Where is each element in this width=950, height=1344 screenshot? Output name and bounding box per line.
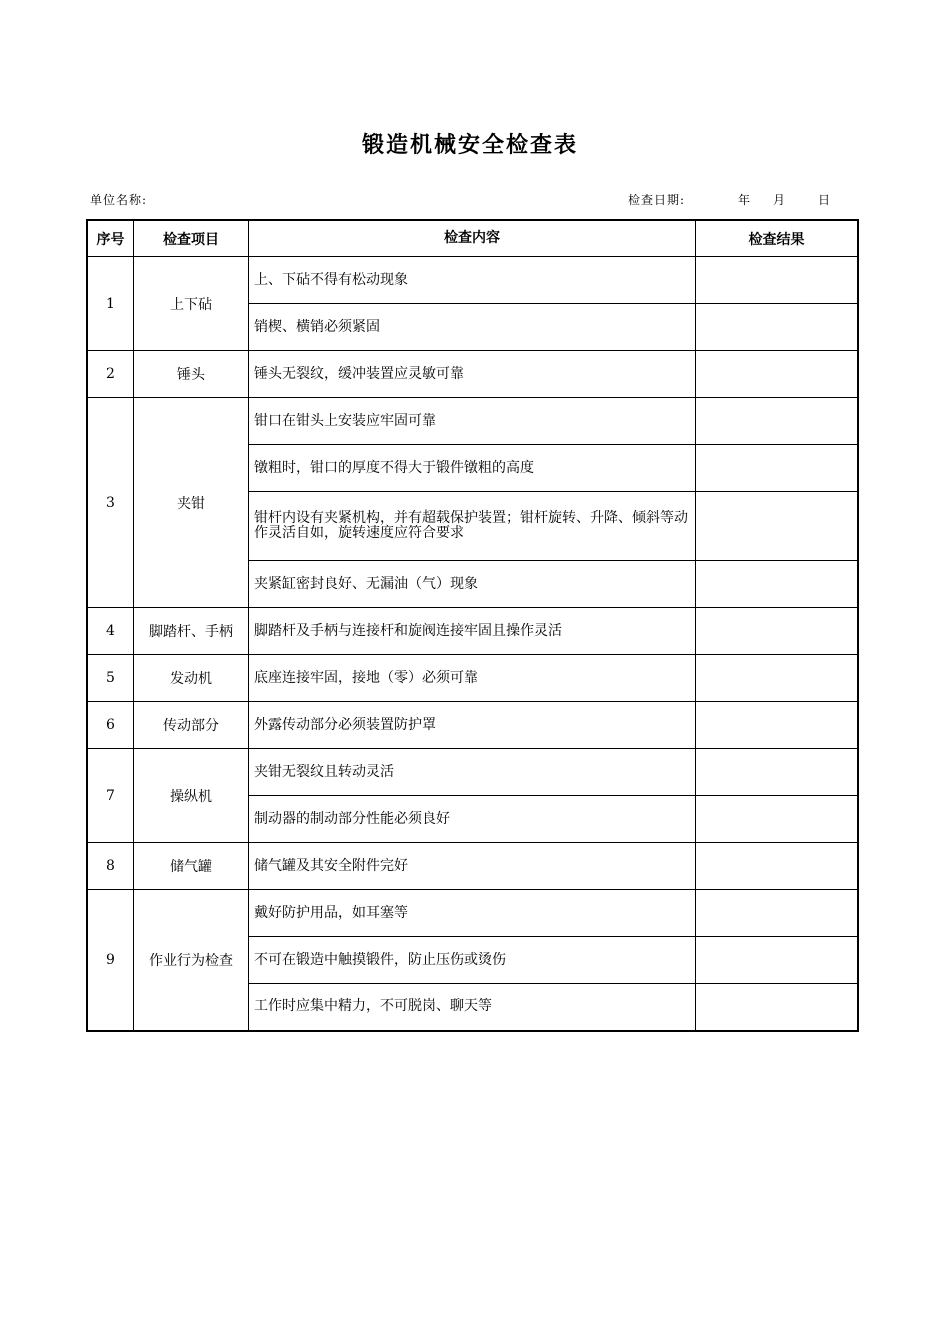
result-cell[interactable]	[696, 890, 859, 937]
result-cell[interactable]	[696, 796, 859, 843]
table-header-row	[87, 220, 858, 257]
date-year-label: 年	[738, 193, 752, 207]
table-row	[87, 257, 858, 304]
result-cell[interactable]	[696, 984, 859, 1031]
row-content: 销楔、横销必须紧固	[249, 304, 696, 351]
row-content: 上、下砧不得有松动现象	[249, 257, 696, 304]
table-row	[87, 608, 858, 655]
row-no: 5	[87, 655, 134, 702]
table-row	[87, 655, 858, 702]
row-no: 6	[87, 702, 134, 749]
row-content: 锤头无裂纹，缓冲装置应灵敏可靠	[249, 351, 696, 398]
date-month-label: 月	[773, 193, 787, 207]
row-content: 戴好防护用品，如耳塞等	[249, 890, 696, 937]
unit-name-label: 单位名称:	[90, 193, 148, 207]
row-content: 夹钳无裂纹且转动灵活	[249, 749, 696, 796]
row-item: 作业行为检查	[134, 890, 249, 1031]
header-item: 检查项目	[134, 220, 249, 257]
result-cell[interactable]	[696, 749, 859, 796]
result-cell[interactable]	[696, 561, 859, 608]
row-item: 上下砧	[134, 257, 249, 351]
page-title: 锻造机械安全检查表	[361, 133, 578, 158]
row-no: 9	[87, 890, 134, 1031]
row-content: 钳杆内设有夹紧机构，并有超载保护装置；钳杆旋转、升降、倾斜等动作灵活自如，旋转速度应符合要求	[249, 492, 696, 561]
inspection-date-label: 检查日期:	[628, 193, 686, 207]
row-item: 脚踏杆、手柄	[134, 608, 249, 655]
result-cell[interactable]	[696, 655, 859, 702]
row-no: 8	[87, 843, 134, 890]
row-no: 1	[87, 257, 134, 351]
result-cell[interactable]	[696, 843, 859, 890]
result-cell[interactable]	[696, 702, 859, 749]
row-item: 储气罐	[134, 843, 249, 890]
row-content: 钳口在钳头上安装应牢固可靠	[249, 398, 696, 445]
table-row	[87, 702, 858, 749]
result-cell[interactable]	[696, 351, 859, 398]
table-row	[87, 749, 858, 796]
header-no: 序号	[87, 220, 134, 257]
row-no: 2	[87, 351, 134, 398]
row-content: 底座连接牢固，接地（零）必须可靠	[249, 655, 696, 702]
row-item: 夹钳	[134, 398, 249, 608]
row-content: 储气罐及其安全附件完好	[249, 843, 696, 890]
row-content: 脚踏杆及手柄与连接杆和旋阀连接牢固且操作灵活	[249, 608, 696, 655]
result-cell[interactable]	[696, 398, 859, 445]
table-row	[87, 890, 858, 937]
result-cell[interactable]	[696, 937, 859, 984]
row-no: 4	[87, 608, 134, 655]
table-row	[87, 843, 858, 890]
row-item: 锤头	[134, 351, 249, 398]
row-content: 夹紧缸密封良好、无漏油（气）现象	[249, 561, 696, 608]
row-no: 7	[87, 749, 134, 843]
row-content: 不可在锻造中触摸锻件，防止压伤或烫伤	[249, 937, 696, 984]
row-content: 外露传动部分必须装置防护罩	[249, 702, 696, 749]
result-cell[interactable]	[696, 257, 859, 304]
result-cell[interactable]	[696, 445, 859, 492]
row-no: 3	[87, 398, 134, 608]
header-content: 检查内容	[249, 220, 696, 257]
row-item: 操纵机	[134, 749, 249, 843]
inspection-table	[86, 219, 859, 1032]
row-content: 工作时应集中精力，不可脱岗、聊天等	[249, 984, 696, 1031]
result-cell[interactable]	[696, 304, 859, 351]
row-content: 镦粗时，钳口的厚度不得大于锻件镦粗的高度	[249, 445, 696, 492]
row-item: 传动部分	[134, 702, 249, 749]
result-cell[interactable]	[696, 492, 859, 561]
table-row	[87, 398, 858, 445]
result-cell[interactable]	[696, 608, 859, 655]
table-row	[87, 351, 858, 398]
row-content: 制动器的制动部分性能必须良好	[249, 796, 696, 843]
date-day-label: 日	[818, 193, 832, 207]
row-item: 发动机	[134, 655, 249, 702]
header-result: 检查结果	[696, 220, 859, 257]
